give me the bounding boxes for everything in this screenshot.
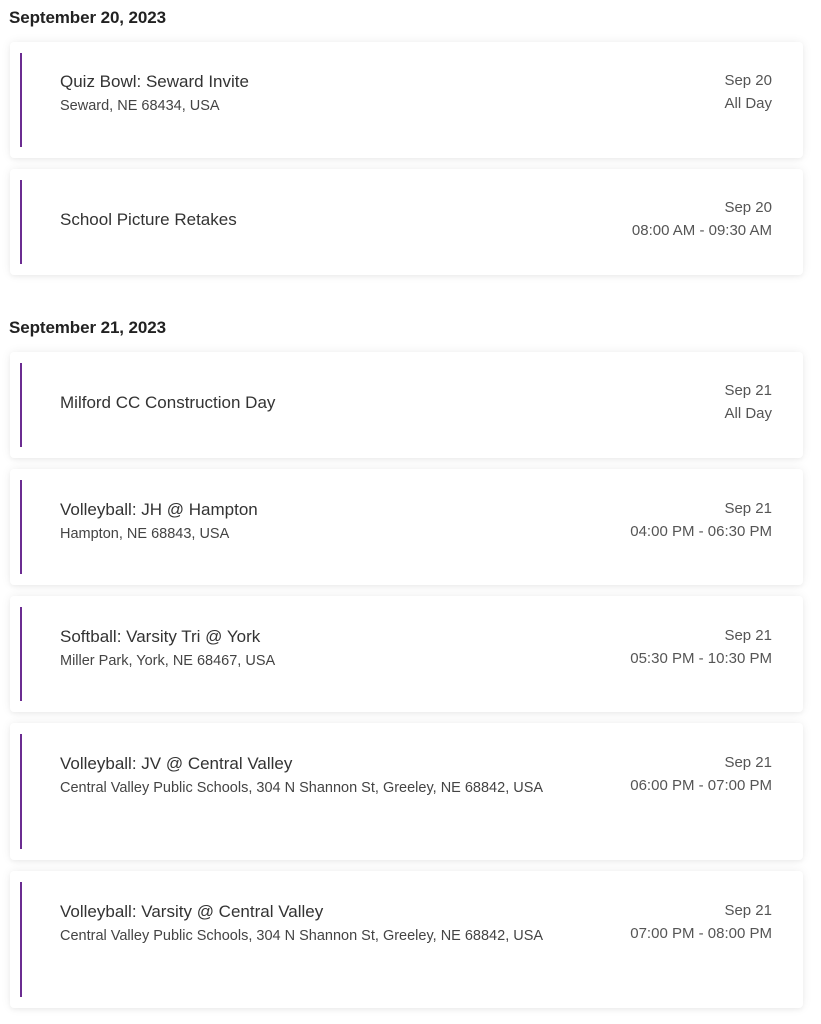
event-location: Central Valley Public Schools, 304 N Shannon St, Greeley, NE 68842, USA: [60, 928, 544, 944]
event-date: Sep 21: [724, 382, 772, 399]
event-card[interactable]: [10, 723, 803, 860]
event-time: 07:00 PM - 08:00 PM: [630, 925, 772, 942]
event-title: Softball: Varsity Tri @ York: [60, 627, 261, 646]
event-date: Sep 20: [724, 199, 772, 216]
date-heading: September 21, 2023: [9, 318, 166, 337]
event-date: Sep 20: [724, 72, 772, 89]
event-time: 04:00 PM - 06:30 PM: [630, 523, 772, 540]
event-card[interactable]: [10, 871, 803, 1008]
event-title: Quiz Bowl: Seward Invite: [60, 72, 249, 91]
event-time: All Day: [724, 95, 772, 112]
event-accent-bar: [20, 882, 22, 997]
event-time: All Day: [724, 405, 772, 422]
event-location: Hampton, NE 68843, USA: [60, 526, 230, 542]
event-date: Sep 21: [724, 627, 772, 644]
event-title: School Picture Retakes: [60, 210, 237, 229]
event-card[interactable]: [10, 352, 803, 458]
event-title: Milford CC Construction Day: [60, 393, 276, 412]
event-title: Volleyball: JH @ Hampton: [60, 500, 258, 519]
event-location: Central Valley Public Schools, 304 N Shannon St, Greeley, NE 68842, USA: [60, 780, 544, 796]
event-time: 08:00 AM - 09:30 AM: [631, 222, 772, 239]
date-heading: September 20, 2023: [9, 8, 166, 27]
event-date: Sep 21: [724, 500, 772, 517]
event-location: Seward, NE 68434, USA: [60, 98, 220, 114]
event-title: Volleyball: JV @ Central Valley: [60, 754, 293, 773]
event-accent-bar: [20, 363, 22, 447]
event-accent-bar: [20, 53, 22, 147]
event-title: Volleyball: Varsity @ Central Valley: [60, 902, 324, 921]
event-card[interactable]: [10, 469, 803, 585]
event-location: Miller Park, York, NE 68467, USA: [60, 653, 276, 669]
event-accent-bar: [20, 734, 22, 849]
event-date: Sep 21: [724, 902, 772, 919]
event-accent-bar: [20, 180, 22, 264]
event-accent-bar: [20, 480, 22, 574]
event-card[interactable]: [10, 42, 803, 158]
event-time: 06:00 PM - 07:00 PM: [630, 777, 772, 794]
event-time: 05:30 PM - 10:30 PM: [630, 650, 772, 667]
event-accent-bar: [20, 607, 22, 701]
event-card[interactable]: [10, 169, 803, 275]
event-card[interactable]: [10, 596, 803, 712]
event-date: Sep 21: [724, 754, 772, 771]
